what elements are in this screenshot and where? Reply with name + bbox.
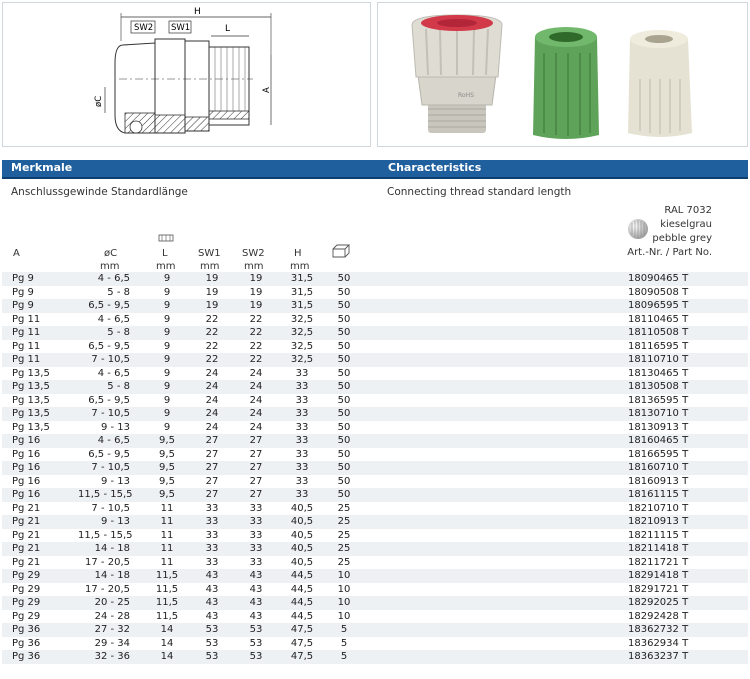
table-row [2,448,748,462]
cell-sw1: 27 [205,489,219,500]
cell-sw2: 27 [249,448,263,460]
cell-sw2: 24 [249,408,263,419]
cell-sw2: 43 [249,570,263,581]
cell-sw2: 33 [249,516,263,527]
cell-thread: Pg 29 [12,570,41,581]
dim-h-label: H [194,7,201,17]
cell-length: 9 [163,340,171,352]
cell-sw2: 22 [249,313,263,325]
cell-thread: Pg 9 [12,300,34,311]
col-header-h-unit: mm [290,261,310,272]
cell-height: 31,5 [290,286,314,298]
cell-pack-qty: 50 [337,340,351,352]
cell-part-no: 18160710 T [628,462,689,473]
cell-cable-range: 27 - 32 [94,624,130,635]
cell-pack-qty: 50 [337,327,351,338]
cell-thread: Pg 13,5 [12,367,50,379]
cell-cable-range: 17 - 20,5 [85,583,130,595]
cell-part-no: 18110465 T [628,313,689,325]
dim-sw2-label: SW2 [134,23,154,33]
table-row [2,488,748,502]
technical-drawing-panel [2,2,371,147]
cell-pack-qty: 25 [337,543,351,554]
cell-pack-qty: 50 [337,286,351,298]
cell-height: 44,5 [290,597,314,608]
cell-thread: Pg 11 [12,327,41,338]
cell-sw2: 43 [249,583,263,595]
cell-part-no: 18130508 T [628,381,689,392]
cell-length: 9 [163,421,171,433]
table-row [2,434,748,448]
cell-cable-range: 14 - 18 [94,543,130,554]
table-row [2,637,748,651]
cell-height: 40,5 [290,543,314,554]
cell-cable-range: 17 - 20,5 [85,556,130,568]
subtitle-german: Anschlussgewinde Standardlänge [11,186,188,198]
cell-part-no: 18116595 T [628,340,689,352]
cell-sw2: 24 [249,381,263,392]
cell-pack-qty: 50 [337,448,351,460]
cell-part-no: 18211115 T [628,529,689,541]
cell-pack-qty: 25 [337,502,351,514]
cell-cable-range: 6,5 - 9,5 [88,394,130,406]
dim-a-label: A [262,87,272,93]
cell-length: 9 [163,313,171,325]
cell-height: 47,5 [290,651,314,662]
cell-sw2: 19 [249,273,263,284]
cell-height: 47,5 [290,637,314,649]
cell-sw1: 22 [205,340,219,352]
spec-table [2,272,748,664]
cell-sw1: 43 [205,570,219,581]
cell-sw2: 24 [249,421,263,433]
cell-part-no: 18136595 T [628,394,689,406]
cell-cable-range: 20 - 25 [94,597,130,608]
cell-cable-range: 29 - 34 [94,637,130,649]
cell-sw2: 33 [249,529,263,541]
cell-pack-qty: 50 [337,421,351,433]
col-header-l-unit: mm [156,261,176,272]
table-row [2,502,748,516]
cell-thread: Pg 16 [12,435,41,446]
cell-part-no: 18090465 T [628,273,689,284]
cell-cable-range: 5 - 8 [107,381,130,392]
cell-height: 33 [295,381,309,392]
cell-length: 11 [160,556,174,568]
cell-cable-range: 32 - 36 [94,651,130,662]
cell-thread: Pg 21 [12,516,41,527]
cell-length: 14 [160,651,174,662]
table-row [2,556,748,570]
cell-thread: Pg 21 [12,543,41,554]
table-row [2,340,748,354]
cell-thread: Pg 11 [12,313,41,325]
cell-cable-range: 11,5 - 15,5 [78,529,133,541]
cell-length: 11,5 [155,583,179,595]
cell-thread: Pg 16 [12,462,41,473]
cell-cable-range: 7 - 10,5 [91,408,130,419]
table-row [2,515,748,529]
subtitle-english: Connecting thread standard length [387,186,572,198]
cell-height: 32,5 [290,340,314,352]
cell-cable-range: 9 - 13 [100,475,130,487]
col-header-l: L [162,248,168,259]
cell-part-no: 18130465 T [628,367,689,379]
cell-part-no: 18291721 T [628,583,689,595]
cell-length: 9 [163,354,171,365]
cell-length: 11 [160,529,174,541]
cell-length: 11 [160,543,174,554]
cell-thread: Pg 36 [12,624,41,635]
cell-height: 33 [295,435,309,446]
col-header-sw1: SW1 [198,248,221,259]
cell-height: 33 [295,462,309,473]
cell-cable-range: 5 - 8 [107,327,130,338]
table-row [2,272,748,286]
cell-pack-qty: 50 [337,394,351,406]
cell-thread: Pg 29 [12,583,41,595]
table-row [2,421,748,435]
cell-sw2: 24 [249,394,263,406]
cell-part-no: 18166595 T [628,448,689,460]
cell-part-no: 18210913 T [628,516,689,527]
cell-length: 14 [160,637,174,649]
cell-length: 11,5 [155,597,179,608]
table-row [2,367,748,381]
cell-pack-qty: 10 [337,610,351,622]
product-photo-panel [377,2,748,147]
dim-sw1-label: SW1 [171,23,191,33]
cell-cable-range: 6,5 - 9,5 [88,340,130,352]
ral-name-en: pebble grey [652,233,712,244]
cell-part-no: 18110508 T [628,327,689,338]
cell-sw2: 43 [249,610,263,622]
cell-part-no: 18160913 T [628,475,689,487]
col-header-sw2: SW2 [242,248,265,259]
cell-height: 44,5 [290,610,314,622]
cell-sw1: 19 [205,273,219,284]
cell-thread: Pg 21 [12,502,41,514]
cell-thread: Pg 21 [12,529,41,541]
col-header-sw2-unit: mm [244,261,264,272]
cell-pack-qty: 25 [337,516,351,527]
cell-cable-range: 7 - 10,5 [91,354,130,365]
cell-sw1: 24 [205,408,219,419]
cell-length: 9 [163,286,171,298]
cell-length: 9,5 [159,462,175,473]
cell-length: 11 [160,516,174,527]
cell-length: 9 [163,408,171,419]
cell-sw1: 33 [205,543,219,554]
cell-cable-range: 24 - 28 [94,610,130,622]
cell-sw1: 33 [205,529,219,541]
table-row [2,353,748,367]
cell-sw2: 27 [249,475,263,487]
cell-sw1: 22 [205,354,219,365]
cell-sw2: 53 [249,624,263,635]
cell-sw1: 27 [205,435,219,446]
cell-height: 33 [295,367,309,379]
cell-height: 44,5 [290,583,314,595]
cell-cable-range: 6,5 - 9,5 [88,300,130,311]
cell-length: 11,5 [155,610,179,622]
cell-sw2: 22 [249,327,263,338]
header-characteristics: Characteristics [388,161,482,174]
cell-thread: Pg 36 [12,651,41,662]
cell-height: 40,5 [290,502,314,514]
cell-height: 33 [295,408,309,419]
cell-sw2: 33 [249,543,263,554]
cell-sw2: 43 [249,597,263,608]
cell-sw1: 22 [205,313,219,325]
cell-height: 32,5 [290,327,314,338]
gland-thread [428,103,486,133]
table-row [2,313,748,327]
cell-length: 11,5 [155,570,179,581]
cell-length: 9 [163,273,171,284]
cell-sw2: 22 [249,354,263,365]
table-row [2,623,748,637]
cell-sw2: 53 [249,651,263,662]
cell-part-no: 18292428 T [628,610,689,622]
cell-length: 14 [160,624,174,635]
cell-sw2: 33 [249,556,263,568]
cell-height: 33 [295,475,309,487]
cell-height: 40,5 [290,516,314,527]
cell-thread: Pg 11 [12,340,41,352]
cell-pack-qty: 50 [337,475,351,487]
cell-height: 31,5 [290,273,314,284]
cell-thread: Pg 9 [12,273,34,284]
rohs-stamp: RoHS [458,92,474,99]
ral-code: RAL 7032 [664,205,712,216]
cell-pack-qty: 10 [337,583,351,595]
cell-pack-qty: 50 [337,367,351,379]
table-row [2,380,748,394]
thread-length-icon [158,233,174,243]
cell-height: 40,5 [290,529,314,541]
cell-sw2: 27 [249,489,263,500]
table-row [2,583,748,597]
cell-sw1: 24 [205,367,219,379]
cell-sw2: 27 [249,435,263,446]
cell-part-no: 18130710 T [628,408,689,419]
cell-part-no: 18211721 T [628,556,689,568]
cell-part-no: 18362934 T [628,637,689,649]
cell-part-no: 18363237 T [628,651,689,662]
cell-sw1: 24 [205,421,219,433]
cell-cable-range: 14 - 18 [94,570,130,581]
col-header-c-unit: mm [100,261,120,272]
table-row [2,610,748,624]
cell-length: 9 [163,381,171,392]
cell-cable-range: 9 - 13 [100,516,130,527]
cell-sw1: 19 [205,300,219,311]
cell-length: 11 [160,502,174,514]
cell-sw2: 19 [249,300,263,311]
table-row [2,299,748,313]
cell-part-no: 18211418 T [628,543,689,554]
cell-sw1: 43 [205,583,219,595]
cell-height: 40,5 [290,556,314,568]
col-header-c: øC [104,248,118,259]
table-row [2,569,748,583]
cell-sw2: 53 [249,637,263,649]
cell-part-no: 18161115 T [628,489,689,500]
cell-cable-range: 7 - 10,5 [91,462,130,473]
cell-height: 31,5 [290,300,314,311]
cell-sw1: 53 [205,624,219,635]
cell-sw1: 43 [205,610,219,622]
cell-thread: Pg 36 [12,637,41,649]
cell-height: 44,5 [290,570,314,581]
cell-sw1: 27 [205,462,219,473]
cell-sw1: 33 [205,556,219,568]
cell-sw2: 22 [249,340,263,352]
part-no-header: Art.-Nr. / Part No. [627,247,712,258]
cell-pack-qty: 50 [337,435,351,446]
cell-thread: Pg 29 [12,610,41,622]
packaging-unit-icon [331,244,351,258]
cell-sw1: 53 [205,651,219,662]
cell-part-no: 18292025 T [628,597,689,608]
cell-cable-range: 4 - 6,5 [97,367,130,379]
cell-pack-qty: 50 [337,489,351,500]
col-header-sw1-unit: mm [200,261,220,272]
cell-thread: Pg 13,5 [12,408,50,419]
cell-pack-qty: 50 [337,273,351,284]
cell-height: 32,5 [290,313,314,325]
cell-thread: Pg 16 [12,475,41,487]
cell-length: 9 [163,394,171,406]
cell-sw1: 53 [205,637,219,649]
col-header-h: H [294,248,302,259]
cell-cable-range: 9 - 13 [100,421,130,433]
section-header-band [2,160,748,179]
cell-part-no: 18090508 T [628,286,689,298]
cell-length: 9,5 [159,448,175,460]
cable-gland-drawing [3,3,370,146]
cell-sw2: 19 [249,286,263,298]
cell-part-no: 18160465 T [628,435,689,446]
cell-thread: Pg 21 [12,556,41,568]
cell-pack-qty: 50 [337,462,351,473]
cell-pack-qty: 50 [337,313,351,325]
table-row [2,286,748,300]
cell-pack-qty: 5 [340,637,348,649]
dim-l-label: L [225,24,231,34]
cell-thread: Pg 13,5 [12,394,50,406]
cell-thread: Pg 13,5 [12,381,50,392]
cell-pack-qty: 50 [337,354,351,365]
cell-height: 47,5 [290,624,314,635]
cell-sw1: 27 [205,448,219,460]
cell-height: 33 [295,448,309,460]
table-row [2,650,748,664]
cell-height: 33 [295,394,309,406]
table-row [2,596,748,610]
cell-pack-qty: 50 [337,381,351,392]
cell-pack-qty: 5 [340,624,348,635]
cell-length: 9,5 [159,489,175,500]
cell-thread: Pg 16 [12,448,41,460]
cell-length: 9 [163,327,171,338]
cell-thread: Pg 16 [12,489,41,500]
cell-sw2: 33 [249,502,263,514]
cell-length: 9 [163,367,171,379]
cell-height: 33 [295,421,309,433]
cell-pack-qty: 50 [337,300,351,311]
product-photo [378,3,747,146]
cell-sw1: 43 [205,597,219,608]
cell-sw1: 33 [205,516,219,527]
table-row [2,326,748,340]
cell-thread: Pg 29 [12,597,41,608]
cell-cable-range: 4 - 6,5 [97,435,130,446]
cell-length: 9 [163,300,171,311]
cell-sw1: 24 [205,394,219,406]
cell-thread: Pg 9 [12,286,34,298]
cell-height: 32,5 [290,354,314,365]
cell-thread: Pg 13,5 [12,421,50,433]
cell-cable-range: 6,5 - 9,5 [88,448,130,460]
cell-sw2: 24 [249,367,263,379]
cell-cable-range: 4 - 6,5 [97,273,130,284]
cell-sw1: 22 [205,327,219,338]
table-row [2,407,748,421]
cell-cable-range: 7 - 10,5 [91,502,130,514]
cell-thread: Pg 11 [12,354,41,365]
cell-part-no: 18130913 T [628,421,689,433]
cell-part-no: 18096595 T [628,300,689,311]
header-merkmale: Merkmale [11,161,73,174]
table-row [2,394,748,408]
cell-sw1: 19 [205,286,219,298]
cell-part-no: 18291418 T [628,570,689,581]
cell-sw1: 33 [205,502,219,514]
cell-part-no: 18210710 T [628,502,689,514]
cell-sw1: 27 [205,475,219,487]
cell-cable-range: 11,5 - 15,5 [78,489,133,500]
cell-length: 9,5 [159,475,175,487]
col-header-a: A [13,248,20,259]
table-row [2,461,748,475]
cell-height: 33 [295,489,309,500]
cell-pack-qty: 10 [337,570,351,581]
cell-pack-qty: 25 [337,556,351,568]
table-row [2,475,748,489]
cell-cable-range: 4 - 6,5 [97,313,130,325]
cell-pack-qty: 5 [340,651,348,662]
cell-sw1: 24 [205,381,219,392]
cell-pack-qty: 10 [337,597,351,608]
cell-cable-range: 5 - 8 [107,286,130,298]
dim-c-label: øC [94,95,104,107]
cell-pack-qty: 25 [337,529,351,541]
cell-length: 9,5 [159,435,175,446]
table-row [2,529,748,543]
cell-pack-qty: 50 [337,408,351,419]
cell-part-no: 18362732 T [628,624,689,635]
ral-name-de: kieselgrau [660,219,712,230]
cell-sw2: 27 [249,462,263,473]
cell-part-no: 18110710 T [628,354,689,365]
table-row [2,542,748,556]
